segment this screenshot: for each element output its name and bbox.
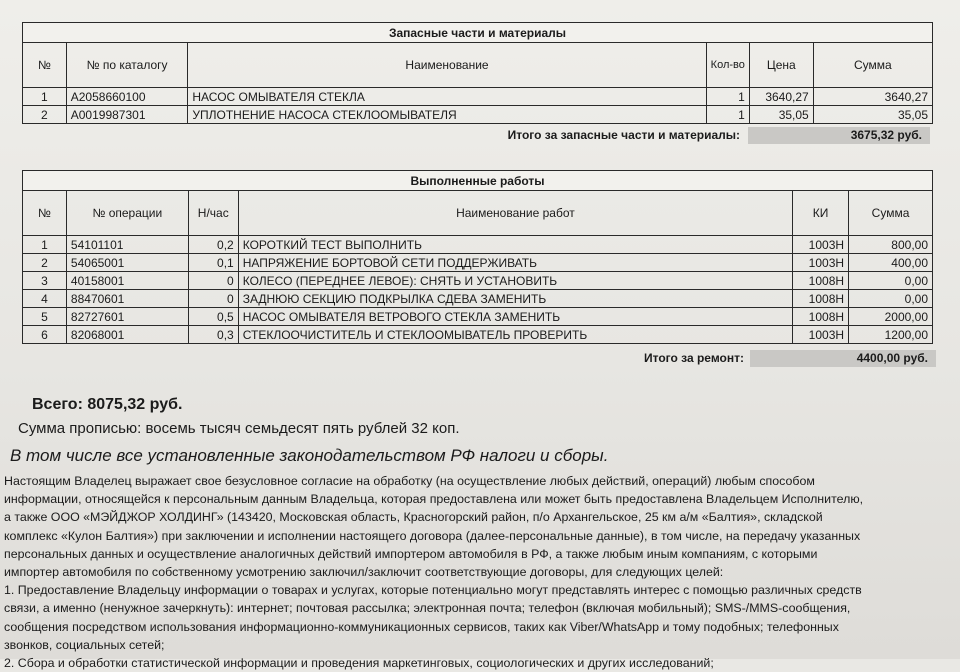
header-cell: Наименование — [188, 43, 706, 88]
norm-hours: 0 — [188, 290, 238, 308]
row-number: 6 — [23, 326, 67, 344]
work-name: НАСОС ОМЫВАТЕЛЯ ВЕТРОВОГО СТЕКЛА ЗАМЕНИТЬ — [238, 308, 792, 326]
works-total-value: 4400,00 руб. — [750, 350, 936, 367]
row-number: 4 — [23, 290, 67, 308]
header-cell: Сумма — [849, 191, 933, 236]
operation-number: 88470601 — [66, 290, 188, 308]
parts-total — [0, 127, 930, 145]
operation-number: 82727601 — [66, 308, 188, 326]
consent-line: а также ООО «МЭЙДЖОР ХОЛДИНГ» (143420, Московская область, Красногорский район, п/о Архангельское, 25 км а/м «Балтия», складской — [4, 510, 823, 525]
parts-table-title: Запасные части и материалы — [23, 23, 933, 43]
consent-line: 1. Предоставление Владельцу информации о товарах и услугах, которые потенциально могут представлять интерес с помощью различных средств — [4, 583, 862, 598]
operation-number: 40158001 — [66, 272, 188, 290]
works-header-row — [23, 191, 933, 236]
header-cell: № по каталогу — [66, 43, 188, 88]
consent-line: комплекс «Кулон Балтия») при заключении и исполнении настоящего договора (далее-персональные данные), в том числе, на передачу указанных — [4, 528, 861, 543]
sum: 1200,00 — [849, 326, 933, 344]
ki-code: 1008H — [793, 272, 849, 290]
works-table-title: Выполненные работы — [23, 171, 933, 191]
parts-total-label: Итого за запасные части и материалы: — [507, 128, 740, 142]
norm-hours: 0,5 — [188, 308, 238, 326]
table-row — [23, 236, 933, 254]
table-row — [23, 88, 933, 106]
works-table — [22, 170, 933, 344]
norm-hours: 0,3 — [188, 326, 238, 344]
norm-hours: 0,1 — [188, 254, 238, 272]
header-cell: Цена — [749, 43, 813, 88]
table-row — [23, 290, 933, 308]
table-row — [23, 272, 933, 290]
operation-number: 54065001 — [66, 254, 188, 272]
work-name: НАПРЯЖЕНИЕ БОРТОВОЙ СЕТИ ПОДДЕРЖИВАТЬ — [238, 254, 792, 272]
norm-hours: 0 — [188, 272, 238, 290]
consent-line: информации, относящейся к персональным данным Владельца, которая предоставлена или может быть предоставлена Владельцем Исполнителю, — [4, 492, 864, 507]
table-row — [23, 308, 933, 326]
header-cell: Сумма — [813, 43, 932, 88]
row-number: 3 — [23, 272, 67, 290]
row-number: 1 — [23, 236, 67, 254]
table-row — [23, 326, 933, 344]
price: 35,05 — [749, 106, 813, 124]
row-number: 2 — [23, 254, 67, 272]
operation-number: 82068001 — [66, 326, 188, 344]
sum: 35,05 — [813, 106, 932, 124]
sum-in-words: Сумма прописью: восемь тысяч семьдесят пять рублей 32 коп. — [18, 420, 460, 437]
work-name: КОЛЕСО (ПЕРЕДНЕЕ ЛЕВОЕ): СНЯТЬ И УСТАНОВИТЬ — [238, 272, 792, 290]
quantity: 1 — [706, 106, 749, 124]
sum: 800,00 — [849, 236, 933, 254]
ki-code: 1003H — [793, 236, 849, 254]
ki-code: 1008H — [793, 290, 849, 308]
catalog-number: A2058660100 — [66, 88, 188, 106]
header-cell: Кол-во — [706, 43, 749, 88]
grand-total: Всего: 8075,32 руб. — [32, 396, 183, 413]
works-total-label: Итого за ремонт: — [643, 351, 744, 365]
consent-line: персональных данных и осуществление аналогичных действий импортером автомобиля в РФ, а также любым иным компаниям, с которыми — [4, 546, 818, 561]
header-cell: Н/час — [188, 191, 238, 236]
ki-code: 1008H — [793, 308, 849, 326]
consent-text — [4, 472, 954, 672]
header-cell: Наименование работ — [238, 191, 792, 236]
row-number: 5 — [23, 308, 67, 326]
header-cell: № — [23, 191, 67, 236]
work-name: ЗАДНЮЮ СЕКЦИЮ ПОДКРЫЛКА СДЕВА ЗАМЕНИТЬ — [238, 290, 792, 308]
tax-note: В том числе все установленные законодательством РФ налоги и сборы. — [10, 446, 609, 465]
row-number: 2 — [23, 106, 67, 124]
table-row — [23, 254, 933, 272]
parts-total-value: 3675,32 руб. — [748, 127, 930, 144]
parts-header-row — [23, 43, 933, 88]
work-name: КОРОТКИЙ ТЕСТ ВЫПОЛНИТЬ — [238, 236, 792, 254]
table-row — [23, 106, 933, 124]
header-cell: № — [23, 43, 67, 88]
sum: 400,00 — [849, 254, 933, 272]
consent-line: Настоящим Владелец выражает свое безусловное согласие на обработку (на осуществление любых действий, операций) любым способом — [4, 474, 815, 488]
consent-line: звонков, социальных сетей; — [4, 637, 165, 652]
row-number: 1 — [23, 88, 67, 106]
quantity: 1 — [706, 88, 749, 106]
part-name: УПЛОТНЕНИЕ НАСОСА СТЕКЛООМЫВАТЕЛЯ — [188, 106, 706, 124]
consent-line: связи, а именно (ненужное зачеркнуть): интернет; почтовая рассылка; электронная почта; телефон (включая мобильный); SMS-/MMS-сообщения, — [4, 601, 851, 616]
ki-code: 1003H — [793, 254, 849, 272]
consent-line: сообщения посредством использования информационно-коммуникационных сервисов, таких как Viber/WhatsApp и тому подобных; телефонных — [4, 619, 839, 634]
sum: 0,00 — [849, 272, 933, 290]
header-cell: КИ — [793, 191, 849, 236]
norm-hours: 0,2 — [188, 236, 238, 254]
ki-code: 1003H — [793, 326, 849, 344]
sum: 0,00 — [849, 290, 933, 308]
consent-line: 2. Сбора и обработки статистической информации и проведения маркетинговых, социологических и других исследований; — [4, 656, 714, 671]
header-cell: № операции — [66, 191, 188, 236]
sum: 3640,27 — [813, 88, 932, 106]
part-name: НАСОС ОМЫВАТЕЛЯ СТЕКЛА — [188, 88, 706, 106]
price: 3640,27 — [749, 88, 813, 106]
consent-line: импортер автомобиля по собственному усмотрению заключил/заключит соответствующие договоры, для следующих целей: — [4, 565, 724, 580]
parts-table — [22, 22, 933, 124]
sum: 2000,00 — [849, 308, 933, 326]
work-name: СТЕКЛООЧИСТИТЕЛЬ И СТЕКЛООМЫВАТЕЛЬ ПРОВЕРИТЬ — [238, 326, 792, 344]
works-total — [0, 350, 940, 368]
operation-number: 54101101 — [66, 236, 188, 254]
catalog-number: A0019987301 — [66, 106, 188, 124]
